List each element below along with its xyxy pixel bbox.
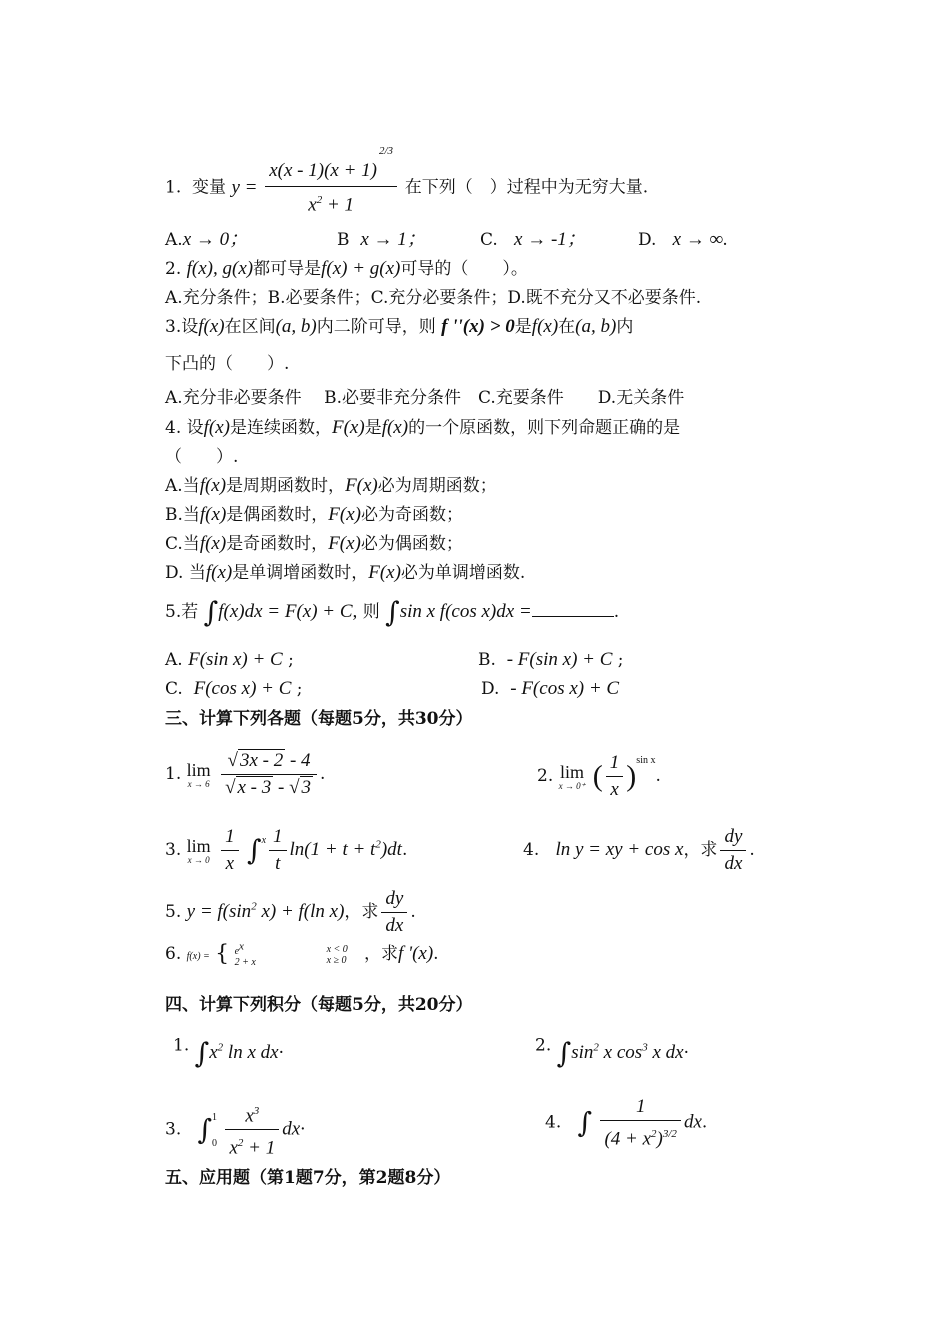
q4-option-b: B.当f(x)是偶函数时，F(x)必为奇函数； (165, 504, 463, 525)
q5-option-c-label: C. (165, 679, 183, 699)
q4-b-pre: B.当 (165, 505, 200, 525)
s3-p6-qiu: ，求 (363, 944, 398, 964)
s4-p3-number: 3. (165, 1119, 182, 1140)
s3-p4-number: 4. (523, 840, 540, 860)
q4-text-b: 是连续函数， (230, 418, 332, 438)
q3-text-a: 3.设 (165, 317, 199, 337)
question-2: 2. f(x), g(x)都可导是f(x) + g(x)可导的（ ）。 (165, 258, 528, 279)
s4-problem-1: 1. $\int x^2$ ln x dx· (173, 1035, 284, 1070)
s3-p6-number: 6. (165, 944, 182, 964)
q1-option-c-label: C. (480, 230, 498, 250)
q3-text-d: 是 (514, 317, 532, 337)
question-3: 3.设f(x)在区间(a, b)内二阶可导，则 f ''(x) > 0是f(x)在(a, b)内 (165, 316, 634, 337)
q1-option-d-label: D. (638, 230, 657, 250)
s3-problem-6: 6. f(x) = { $e^x$ 2 + x x < 0 x ≥ 0 ，求f '(x). (165, 940, 439, 968)
s3-problem-5: 5. $y = f(\sin^2$ x) + f(ln x)，求 $\frac{dy}{dx}$ . (165, 888, 416, 936)
s4-p1-number: 1. (173, 1035, 190, 1056)
q4-line-2: （ ）. (165, 447, 239, 467)
q2-text-b: 都可导是 (253, 259, 322, 279)
section-5-title: 五、应用题（第1题7分，第2题8分） (165, 1168, 451, 1188)
section-3-title: 三、计算下列各题（每题5分，共30分） (165, 709, 473, 729)
q4-d-mid: 是单调增函数时， (232, 563, 369, 583)
q1-options (165, 226, 785, 254)
q4-c-pre: C.当 (165, 534, 200, 554)
q1-option-b-label: B (337, 230, 350, 250)
q4-a-post: 必为周期函数； (377, 476, 497, 496)
q3-options: A.充分非必要条件 B.必要非充分条件 C.充要条件 D.无关条件 (165, 388, 685, 408)
q1-tail: 在下列（ ）过程中为无穷大量. (404, 177, 649, 198)
q4-option-c: C.当f(x)是奇函数时，F(x)必为偶函数； (165, 533, 463, 554)
question-5: 5.若 ∫f(x)dx = F(x) + C, 则 ∫sin x f(cos x)dx = . (165, 595, 620, 629)
q3-text-e: 在 (558, 317, 576, 337)
question-1 (165, 145, 649, 216)
q4-text-a: 4. 设 (165, 418, 204, 438)
q5-answer-blank (532, 600, 614, 617)
q4-c-post: 必为偶函数； (360, 534, 463, 554)
q3-text-c: 内二阶可导，则 (316, 317, 436, 337)
s3-p2-number: 2. (537, 766, 554, 786)
q1-option-a-label: A. (165, 230, 183, 250)
q4-a-mid: 是周期函数时， (226, 476, 346, 496)
q1-lead: 变量 (192, 177, 227, 198)
q2-number: 2. (165, 259, 182, 279)
section-4-title: 四、计算下列积分（每题5分，共20分） (165, 995, 473, 1015)
q5-options-row-2: C. F(cos x) + C ; D. - F(cos x) + C (165, 678, 620, 699)
question-4: 4. 设f(x)是连续函数，F(x)是f(x)的一个原函数，则下列命题正确的是 (165, 417, 681, 438)
s4-problem-2: 2. $\int\sin^2$ x $\cos^3 x$ dx· (535, 1035, 689, 1070)
q3-text-f: 内 (616, 317, 634, 337)
q2-text-c: 可导的（ ）。 (400, 259, 528, 279)
q4-c-mid: 是奇函数时， (226, 534, 329, 554)
q3-text-b: 在区间 (224, 317, 276, 337)
q4-option-a: A.当f(x)是周期函数时，F(x)必为周期函数； (165, 475, 497, 496)
q5-options-row-1: A. F(sin x) + C ; B. - F(sin x) + C ; (165, 649, 624, 670)
q1-option-c: x → -1； (514, 229, 586, 250)
s4-p2-number: 2. (535, 1035, 552, 1056)
s4-problem-4: 4. ∫ $\frac{1}{(4 + x^2)^{3/2}}$ dx. (545, 1096, 708, 1150)
s4-p4-number: 4. (545, 1112, 562, 1133)
q4-b-mid: 是偶函数时， (226, 505, 329, 525)
s3-problem-2: 2. lim x → 0⁺ ( $\frac{1}{x}$ )$^{sin x}$. (537, 752, 661, 800)
q1-formula: y = $\frac{x(x - 1)(x + 1)^{2/3}}{x^2 + 1}$ (231, 177, 404, 198)
q5-option-d-label: D. (481, 679, 500, 699)
s3-p3-number: 3. (165, 840, 182, 860)
q5-text-a: 5.若 (165, 602, 199, 622)
s3-p5-number: 5. (165, 902, 182, 922)
q4-a-pre: A.当 (165, 476, 200, 496)
s3-problem-1: 1. lim x → 6 $\frac{√ 3x - 2 - 4}{√ x - 3 - √ 3}$ . (165, 750, 326, 798)
q1-option-b: x → 1； (360, 229, 426, 250)
q5-option-b-label: B. (478, 650, 496, 670)
s3-problem-3: 3. lim x → 0 $\frac{1}{x}$ ∫$^x$ $\frac{1}{t}$ $\ln(1 + t + t^2)dt$. (165, 826, 408, 874)
s3-p4-qiu: ，求 (683, 840, 718, 860)
s3-problem-4: 4. ln y = xy + cos x，求 $\frac{dy}{dx}$ . (523, 826, 755, 874)
q1-number: 1. (165, 177, 182, 198)
q4-b-post: 必为奇函数； (360, 505, 463, 525)
q4-text-c: 是 (364, 418, 382, 438)
s4-problem-3: 3. ∫$^1_0$ $\frac{x^3}{x^2 + 1}$ dx· (165, 1100, 306, 1160)
q4-d-pre: D. 当 (165, 563, 206, 583)
q5-option-a-label: A. (165, 650, 183, 670)
q1-option-a: x → 0； (182, 229, 249, 250)
s3-p5-qiu: ，求 (344, 902, 379, 922)
q4-text-d: 的一个原函数，则下列命题正确的是 (408, 418, 681, 438)
q3-line-2: 下凸的（ ）. (165, 354, 290, 374)
q4-option-d: D. 当f(x)是单调增函数时，F(x)必为单调增函数. (165, 562, 526, 583)
q1-option-d: x → ∞. (672, 229, 728, 250)
q2-options: A.充分条件；B.必要条件；C.充分必要条件；D.既不充分又不必要条件. (165, 288, 702, 308)
q4-d-post: 必为单调增函数. (400, 563, 526, 583)
q5-text-b: 则 (362, 602, 380, 622)
s3-p1-number: 1. (165, 764, 182, 784)
